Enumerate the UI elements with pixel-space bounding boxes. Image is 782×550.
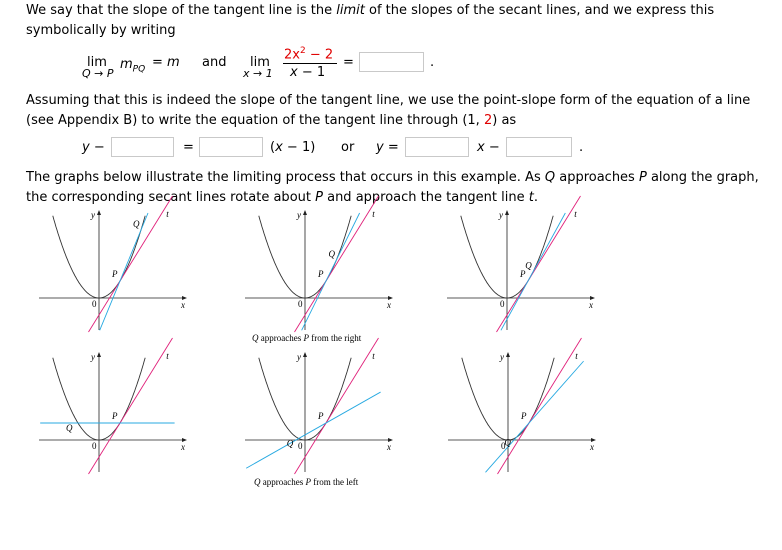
x-minus-1-label: (x − 1): [270, 140, 316, 155]
intro-text: We say that the slope of the tangent line is the: [26, 3, 337, 18]
origin-label: 0: [298, 441, 303, 451]
secant-line-pq: [302, 213, 360, 330]
x-axis-label: x: [590, 442, 594, 452]
origin-label: 0: [501, 441, 506, 451]
point-p-label: P: [112, 411, 118, 421]
tangent-t-label: t: [574, 208, 577, 219]
or-label: or: [341, 140, 355, 155]
origin-label: 0: [298, 299, 303, 309]
y-axis-label: y: [500, 352, 504, 362]
paragraph3-line-1: The graphs below illustrate the limiting process that occurs in this example. As Q approaches P along the graph,: [26, 170, 759, 185]
point-p-label: P: [112, 269, 118, 279]
secant-line-pq: [100, 213, 148, 330]
y-axis-arrow-icon: [97, 210, 101, 215]
paragraph2-line-2: (see Appendix B) to write the equation of the tangent line through (1, 2) as: [26, 113, 517, 128]
panel-1-2: [245, 196, 393, 332]
panel-1-3: [447, 196, 595, 332]
point-q-label: Q: [525, 260, 532, 271]
x-axis-label: x: [181, 300, 185, 310]
fraction-numerator: $2x^2 - 2$: [284, 46, 334, 63]
lim-label-2: lim: [250, 55, 270, 70]
lim-subscript-x-to-1: x → 1: [243, 67, 273, 80]
x-axis-label: x: [387, 442, 391, 452]
tangent-t-label: t: [166, 350, 169, 361]
equals-m: = m: [152, 55, 180, 70]
m-pq: $m_{PQ}$: [120, 57, 146, 75]
point-y-value: 2: [483, 113, 493, 128]
tangent-t-label: t: [372, 350, 375, 361]
tangent-line-t: [89, 338, 173, 474]
panel-2-3: [448, 338, 596, 474]
paragraph3-line-2: the corresponding secant lines rotate about P and approach the tangent line t.: [26, 190, 538, 205]
y-axis-arrow-icon: [303, 352, 307, 357]
y-equals-label: y =: [376, 140, 399, 155]
point-q-label: Q: [328, 248, 335, 259]
y-axis-label: y: [499, 210, 503, 220]
origin-label: 0: [500, 299, 505, 309]
point-p-label: P: [318, 269, 324, 279]
equals-label: =: [183, 140, 194, 155]
y-axis-label: y: [91, 352, 95, 362]
point-q-label: Q: [133, 219, 140, 229]
origin-label: 0: [92, 299, 97, 309]
tangent-line-t: [295, 196, 379, 332]
y-axis-arrow-icon: [303, 210, 307, 215]
tangent-line-t: [295, 338, 379, 474]
tangent-t-label: t: [166, 208, 169, 219]
x-axis-label: x: [589, 300, 593, 310]
point-q-label: Q: [504, 437, 511, 448]
period-2: .: [579, 140, 584, 155]
secant-line-pq: [246, 392, 380, 468]
panel-2-1: [39, 338, 187, 474]
equals-sign: =: [343, 55, 354, 70]
and-label: and: [202, 55, 227, 70]
x-axis-label: x: [181, 442, 185, 452]
y-axis-arrow-icon: [505, 210, 509, 215]
point-p-label: P: [318, 411, 324, 421]
point-q-label: Q: [286, 438, 294, 449]
tangent-line-t: [497, 196, 581, 332]
x-minus-label: x −: [477, 140, 500, 155]
lim-label: lim: [87, 55, 107, 70]
caption-from-right: Q approaches P from the right: [252, 333, 362, 343]
secant-line-pq: [486, 361, 584, 472]
period: .: [430, 55, 435, 70]
y-axis-label: y: [297, 352, 301, 362]
tangent-line-t: [89, 196, 173, 332]
fraction-denominator: x − 1: [290, 65, 326, 80]
lim-subscript-q-to-p: Q → P: [82, 67, 114, 80]
intro-text-end: of the slopes of the secant lines, and we express this: [364, 3, 715, 18]
point-q-label: Q: [66, 423, 73, 433]
tangent-t-label: t: [575, 350, 578, 361]
y-axis-arrow-icon: [506, 352, 510, 357]
x-axis-label: x: [387, 300, 391, 310]
y-axis-arrow-icon: [97, 352, 101, 357]
y-minus-label: y −: [82, 140, 105, 155]
panel-2-2: [245, 338, 393, 474]
y-axis-label: y: [297, 210, 301, 220]
point-p-label: P: [520, 269, 526, 279]
point-p-label: P: [521, 411, 527, 421]
intro-line-2: symbolically by writing: [26, 23, 176, 38]
tangent-line-t: [498, 338, 582, 474]
limit-emphasis: limit: [336, 3, 365, 18]
panel-1-1: [39, 196, 187, 332]
caption-from-left: Q approaches P from the left: [254, 477, 359, 487]
secant-line-pq: [501, 213, 565, 330]
tangent-t-label: t: [372, 208, 375, 219]
y-axis-label: y: [91, 210, 95, 220]
paragraph2-line-1: Assuming that this is indeed the slope of the tangent line, we use the point-slope form of the equation of a line: [26, 93, 751, 108]
origin-label: 0: [92, 441, 97, 451]
